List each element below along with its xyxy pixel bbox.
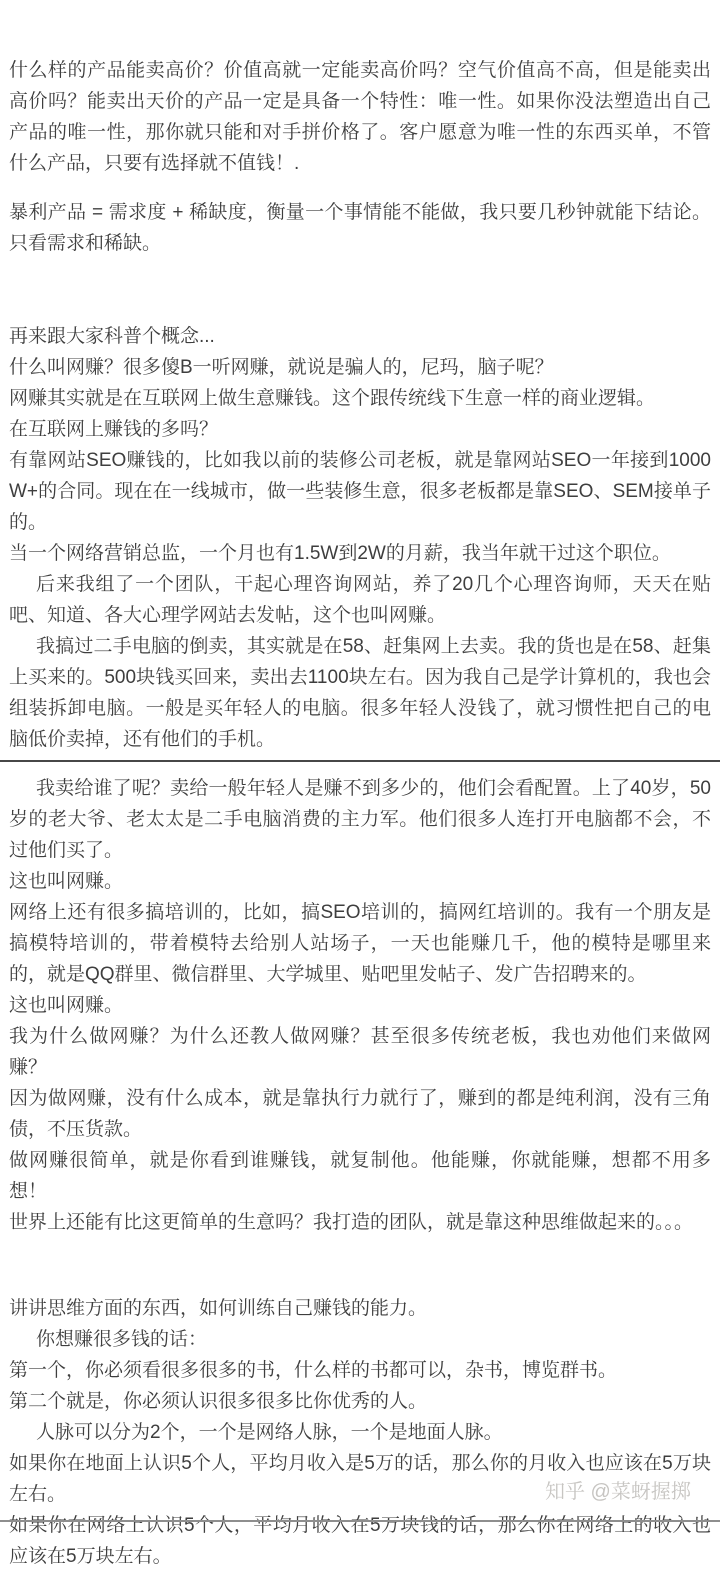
paragraph: 这也叫网赚。 [9, 995, 124, 1016]
paragraph: 因为做网赚，没有什么成本，就是靠执行力就行了，赚到的都是纯利润，没有三角债，不压货款。 [9, 1088, 711, 1140]
paragraph: 世界上还能有比这更简单的生意吗？我打造的团队，就是靠这种思维做起来的。。。 [9, 1212, 694, 1233]
paragraph: 什么样的产品能卖高价？价值高就一定能卖高价吗？空气价值高不高，但是能卖出高价吗？能卖出天价的产品一定是具备一个特性：唯一性。如果你没法塑造出自己产品的唯一性，那你就只能和对手拼价格了。客户愿意为唯一性的东西买单，不管什么产品，只要有选择就不值钱！. [9, 60, 711, 174]
paragraph: 你想赚很多钱的话： [36, 1329, 208, 1350]
bottom-divider [0, 1520, 720, 1522]
zhihu-watermark: 知乎 @菜蚜握掷 [545, 1481, 691, 1503]
paragraph: 人脉可以分为2个，一个是网络人脉，一个是地面人脉。 [36, 1422, 503, 1443]
paragraph: 做网赚很简单，就是你看到谁赚钱，就复制他。他能赚，你就能赚，想都不用多想！ [9, 1150, 711, 1202]
paragraph: 在互联网上赚钱的多吗？ [9, 419, 219, 440]
paragraph: 如果你在地面上认识5个人，平均月收入是5万的话，那么你的月收入也应该在5万块左右。 [9, 1453, 711, 1505]
paragraph: 我卖给谁了呢？卖给一般年轻人是赚不到多少的，他们会看配置。上了40岁，50岁的老大爷、老太太是二手电脑消费的主力军。他们很多人连打开电脑都不会，不过他们买了。 [9, 778, 711, 861]
paragraph: 再来跟大家科普个概念... [9, 326, 215, 347]
paragraph: 如果你在网络上认识5个人，平均月收入在5万块钱的话，那么你在网络上的收入也应该在5万块左右。 [9, 1515, 711, 1567]
paragraph: 讲讲思维方面的东西，如何训练自己赚钱的能力。 [9, 1298, 428, 1319]
paragraph: 有靠网站SEO赚钱的，比如我以前的装修公司老板，就是靠网站SEO一年接到1000W+的合同。现在在一线城市，做一些装修生意，很多老板都是靠SEO、SEM接单子的。 [9, 450, 711, 533]
section-divider [0, 760, 720, 762]
paragraph: 网赚其实就是在互联网上做生意赚钱。这个跟传统线下生意一样的商业逻辑。 [9, 388, 656, 409]
paragraph: 暴利产品 = 需求度 + 稀缺度，衡量一个事情能不能做，我只要几秒钟就能下结论。只看需求和稀缺。 [9, 202, 711, 254]
paragraph: 网络上还有很多搞培训的，比如，搞SEO培训的，搞网红培训的。我有一个朋友是搞模特培训的，带着模特去给别人站场子，一天也能赚几千，他的模特是哪里来的，就是QQ群里、微信群里、大学城里、贴吧里发帖子、发广告招聘来的。 [9, 902, 711, 985]
paragraph: 我搞过二手电脑的倒卖，其实就是在58、赶集网上去卖。我的货也是在58、赶集上买来的。500块钱买回来，卖出去1100块左右。因为我自己是学计算机的，我也会组装拆卸电脑。一般是买年轻人的电脑。很多年轻人没钱了，就习惯性把自己的电脑低价卖掉，还有他们的手机。 [9, 636, 711, 750]
paragraph: 我为什么做网赚？为什么还教人做网赚？甚至很多传统老板，我也劝他们来做网赚？ [9, 1026, 711, 1078]
paragraph: 第一个，你必须看很多很多的书，什么样的书都可以，杂书，博览群书。 [9, 1360, 618, 1381]
paragraph: 后来我组了一个团队，干起心理咨询网站，养了20几个心理咨询师，天天在贴吧、知道、各大心理学网站去发帖，这个也叫网赚。 [9, 574, 711, 626]
paragraph: 第二个就是，你必须认识很多很多比你优秀的人。 [9, 1391, 428, 1412]
paragraph: 当一个网络营销总监，一个月也有1.5W到2W的月薪，我当年就干过这个职位。 [9, 543, 671, 564]
paragraph: 这也叫网赚。 [9, 871, 124, 892]
paragraph: 什么叫网赚？很多傻B一听网赚，就说是骗人的，尼玛，脑子呢？ [9, 357, 554, 378]
